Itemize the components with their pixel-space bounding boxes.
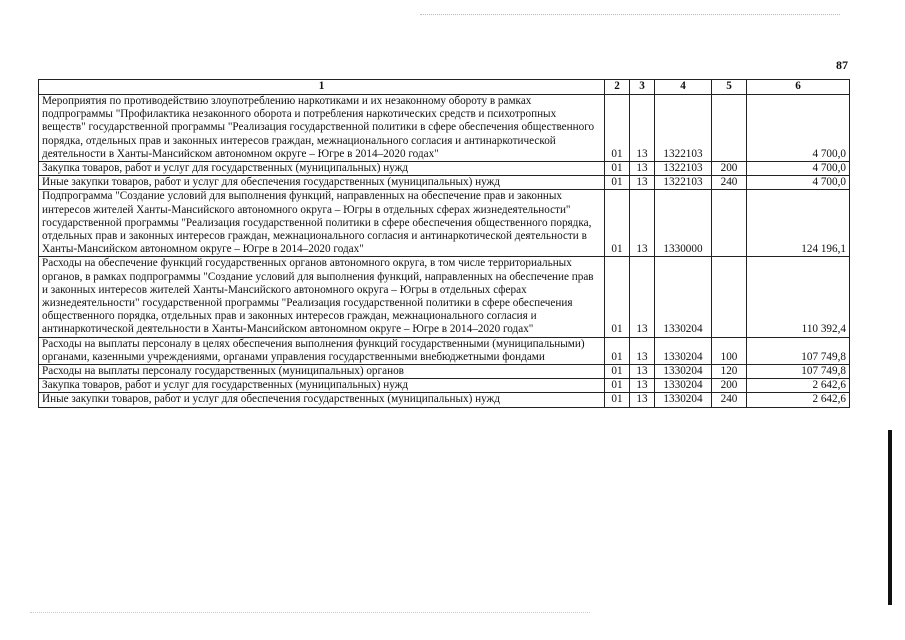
row-vr: 200 [712, 162, 747, 176]
col-header-pr: 3 [630, 80, 655, 95]
row-name: Мероприятия по противодействию злоупотреблению наркотиками и их незаконному обороту в рамках подпрограммы "Профилактика незаконного оборота и потребления наркотических средств и психотропных веществ" государственной программы "Реализация государственной политики в сфере обеспечения общественного порядка, отдельных прав и законных интересов граждан, межнационального согласия и антинаркотической деятельности в Ханты-Мансийском автономном округе – Югре в 2014–2020 годах" [39, 95, 605, 162]
row-rz: 01 [605, 337, 630, 364]
row-csr: 1330204 [655, 379, 712, 393]
row-pr: 13 [630, 393, 655, 407]
table-row [39, 337, 850, 364]
row-vr [712, 95, 747, 162]
row-csr: 1330204 [655, 365, 712, 379]
page-number: 87 [836, 58, 848, 72]
table-row [39, 257, 850, 337]
table-row [39, 95, 850, 162]
row-pr: 13 [630, 176, 655, 190]
row-vr [712, 190, 747, 257]
row-name: Закупка товаров, работ и услуг для государственных (муниципальных) нужд [39, 162, 605, 176]
row-name: Подпрограмма "Создание условий для выполнения функций, направленных на обеспечение прав и законных интересов жителей Ханты-Мансийского автономного округа – Югры в отдельных сферах жизнедеятельности" государственной программы "Реализация государственной политики в сфере обеспечения общественного порядка, отдельных прав и законных интересов граждан, межнационального согласия и антинаркотической деятельности в Ханты-Мансийском автономном округе – Югре в 2014–2020 годах" [39, 190, 605, 257]
row-amount: 2 642,6 [747, 393, 850, 407]
row-pr: 13 [630, 257, 655, 337]
row-csr: 1330204 [655, 393, 712, 407]
table-row [39, 365, 850, 379]
row-rz: 01 [605, 190, 630, 257]
row-rz: 01 [605, 379, 630, 393]
row-amount: 4 700,0 [747, 176, 850, 190]
row-name: Расходы на обеспечение функций государственных органов автономного округа, в том числе территориальных органов, в рамках подпрограммы "Создание условий для выполнения функций, направленных на обеспечение прав и законных интересов жителей Ханты-Мансийского автономного округа – Югры в отдельных сферах жизнедеятельности" государственной программы "Реализация государственной политики в сфере обеспечения общественного порядка, отдельных прав и законных интересов граждан, межнационального согласия и антинаркотической деятельности в Ханты-Мансийском автономном округе – Югре в 2014–2020 годах" [39, 257, 605, 337]
table-row [39, 176, 850, 190]
col-header-rz: 2 [605, 80, 630, 95]
margin-binding-bar [888, 430, 892, 605]
row-amount: 2 642,6 [747, 379, 850, 393]
row-amount: 107 749,8 [747, 337, 850, 364]
row-pr: 13 [630, 95, 655, 162]
row-rz: 01 [605, 257, 630, 337]
table-row [39, 393, 850, 407]
row-vr: 200 [712, 379, 747, 393]
col-header-vr: 5 [712, 80, 747, 95]
row-rz: 01 [605, 95, 630, 162]
col-header-name: 1 [39, 80, 605, 95]
scan-artifact-bottom [30, 612, 590, 614]
row-name: Расходы на выплаты персоналу в целях обеспечения выполнения функций государственными (муниципальными) органами, казенными учреждениями, органами управления государственными внебюджетными фондами [39, 337, 605, 364]
col-header-csr: 4 [655, 80, 712, 95]
row-pr: 13 [630, 365, 655, 379]
row-pr: 13 [630, 379, 655, 393]
row-csr: 1330204 [655, 337, 712, 364]
row-csr: 1322103 [655, 95, 712, 162]
row-rz: 01 [605, 365, 630, 379]
row-rz: 01 [605, 162, 630, 176]
row-amount: 4 700,0 [747, 95, 850, 162]
row-amount: 4 700,0 [747, 162, 850, 176]
row-rz: 01 [605, 393, 630, 407]
scan-artifact-top [420, 14, 840, 16]
row-rz: 01 [605, 176, 630, 190]
row-amount: 124 196,1 [747, 190, 850, 257]
header-row [39, 80, 850, 95]
budget-table [38, 79, 850, 408]
row-vr: 240 [712, 393, 747, 407]
row-pr: 13 [630, 337, 655, 364]
row-csr: 1322103 [655, 162, 712, 176]
table-row [39, 190, 850, 257]
row-csr: 1330204 [655, 257, 712, 337]
row-vr [712, 257, 747, 337]
col-header-amount: 6 [747, 80, 850, 95]
row-vr: 120 [712, 365, 747, 379]
row-csr: 1330000 [655, 190, 712, 257]
row-name: Иные закупки товаров, работ и услуг для обеспечения государственных (муниципальных) нужд [39, 176, 605, 190]
row-amount: 110 392,4 [747, 257, 850, 337]
table-row [39, 162, 850, 176]
row-vr: 100 [712, 337, 747, 364]
table-row [39, 379, 850, 393]
row-pr: 13 [630, 190, 655, 257]
row-name: Расходы на выплаты персоналу государственных (муниципальных) органов [39, 365, 605, 379]
row-name: Закупка товаров, работ и услуг для государственных (муниципальных) нужд [39, 379, 605, 393]
row-name: Иные закупки товаров, работ и услуг для обеспечения государственных (муниципальных) нужд [39, 393, 605, 407]
row-amount: 107 749,8 [747, 365, 850, 379]
row-vr: 240 [712, 176, 747, 190]
row-csr: 1322103 [655, 176, 712, 190]
row-pr: 13 [630, 162, 655, 176]
